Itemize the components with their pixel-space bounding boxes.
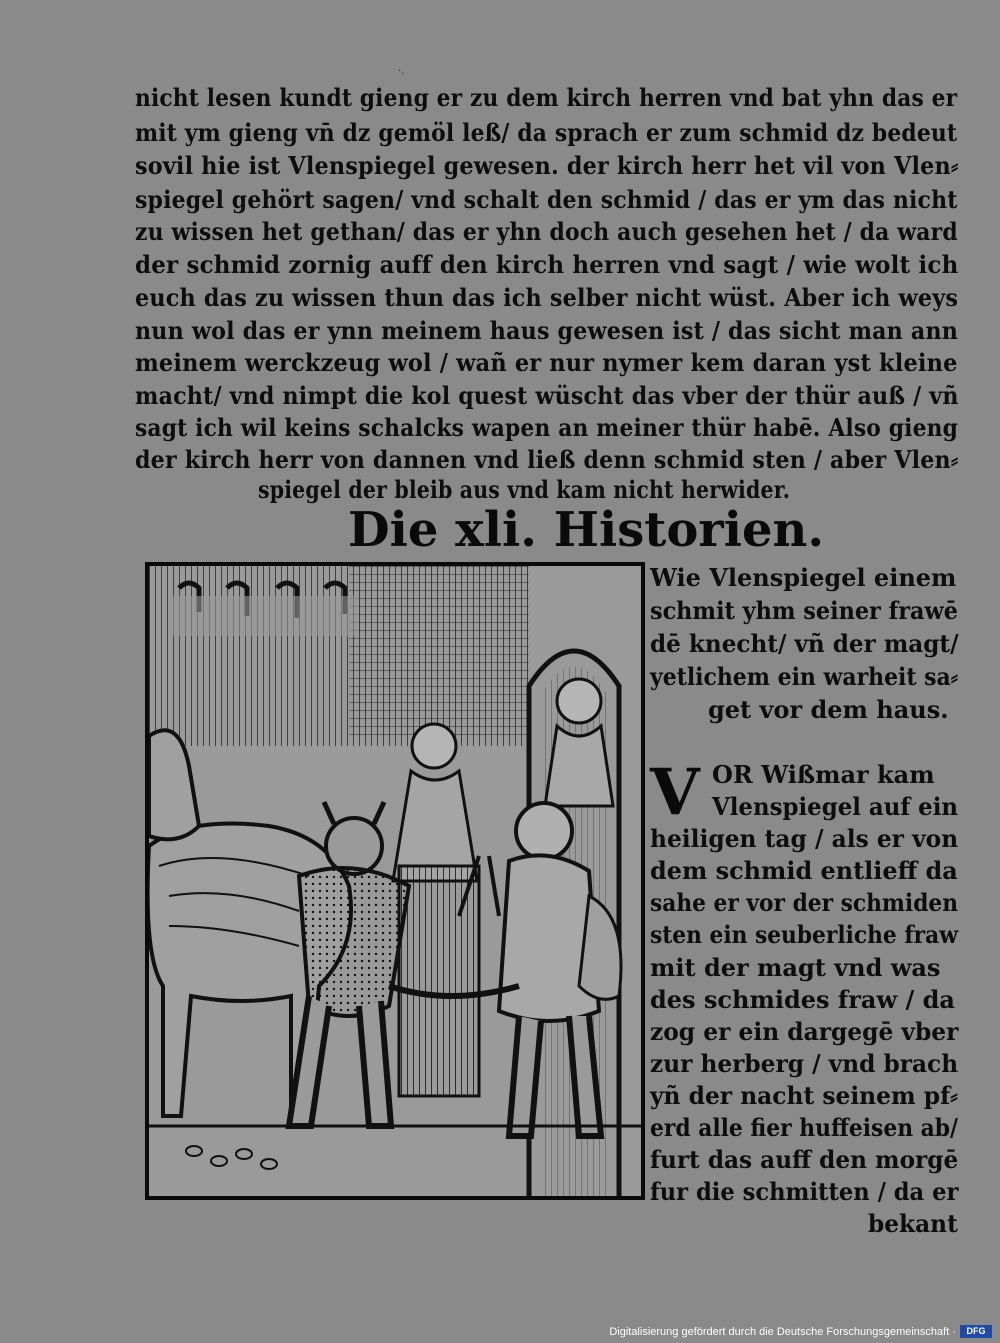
- text-line: sten ein seuberliche fraw: [650, 920, 958, 949]
- text-line: dem schmid entlieff da: [650, 856, 958, 885]
- text-line: macht/ vnd nimpt die kol quest wüscht das vber der thür auß / vñ: [135, 381, 959, 410]
- subtitle-line: dē knecht/ vñ der magt/: [650, 629, 959, 658]
- text-line: nicht lesen kundt gieng er zu dem kirch herren vnd bat yhn das er: [135, 83, 958, 112]
- text-line: der schmid zornig auff den kirch herren vnd sagt / wie wolt ich: [135, 250, 959, 279]
- text-line: nun wol das er ynn meinem haus gewesen ist / das sicht man ann: [135, 316, 959, 345]
- text-line: Vlenspiegel auf ein: [712, 792, 959, 821]
- text-line: euch das zu wissen thun das ich selber nicht wüst. Aber ich weys: [135, 283, 959, 312]
- text-line: OR Wißmar kam: [712, 760, 935, 789]
- digitization-credit: [609, 1324, 956, 1340]
- catchword: bekant: [868, 1209, 958, 1238]
- text-line: des schmides fraw / da: [650, 985, 955, 1014]
- text-line: meinem werckzeug wol / wañ er nur nymer kem daran yst kleine: [135, 348, 958, 377]
- text-line: zur herberg / vnd brach: [650, 1049, 959, 1078]
- drop-capital: V: [650, 755, 700, 830]
- text-line: sovil hie ist Vlenspiegel gewesen. der kirch herr het vil von Vlen⸗: [135, 151, 959, 180]
- woodcut-illustration: [145, 562, 645, 1200]
- subtitle-line: yetlichem ein warheit sa⸗: [650, 662, 959, 691]
- chapter-heading: Die xli. Historien.: [348, 502, 825, 558]
- text-line: zu wissen het gethan/ das er yhn doch auch gesehen het / da ward: [135, 217, 958, 246]
- text-line: zog er ein dargegē vber: [650, 1017, 959, 1046]
- text-line: der kirch herr von dannen vnd ließ denn schmid sten / aber Vlen⸗: [135, 445, 959, 474]
- text-line: yñ der nacht seinem pf⸗: [650, 1081, 958, 1110]
- text-line: sagt ich wil keins schalcks wapen an meiner thür habē. Also gieng: [135, 413, 959, 442]
- text-line: heiligen tag / als er von: [650, 824, 959, 853]
- text-line: fur die schmitten / da er: [650, 1177, 959, 1206]
- text-line: erd alle fier huffeisen ab/: [650, 1113, 959, 1142]
- text-line: spiegel der bleib aus vnd kam nicht herwider.: [258, 475, 791, 504]
- text-line: mit ym gieng vn̄ dz gemöl leß/ da sprach er zum schmid dz bedeut: [135, 118, 958, 147]
- text-line: furt das auff den morgē: [650, 1145, 959, 1174]
- print-speck: ·.: [398, 66, 405, 77]
- subtitle-line: get vor dem haus.: [708, 695, 949, 724]
- text-line: spiegel gehört sagen/ vnd schalt den schmid / das er ym das nicht: [135, 185, 958, 214]
- subtitle-line: schmit yhm seiner frawē: [650, 596, 958, 625]
- credit-text: Digitalisierung gefördert durch die Deutsche Forschungsgemeinschaft ·: [609, 1326, 956, 1338]
- text-line: mit der magt vnd was: [650, 953, 941, 982]
- dfg-logo[interactable]: DFG: [960, 1325, 992, 1338]
- subtitle-line: Wie Vlenspiegel einem: [650, 563, 957, 592]
- text-line: sahe er vor der schmiden: [650, 888, 959, 917]
- woodcut-drawing: [149, 566, 641, 1196]
